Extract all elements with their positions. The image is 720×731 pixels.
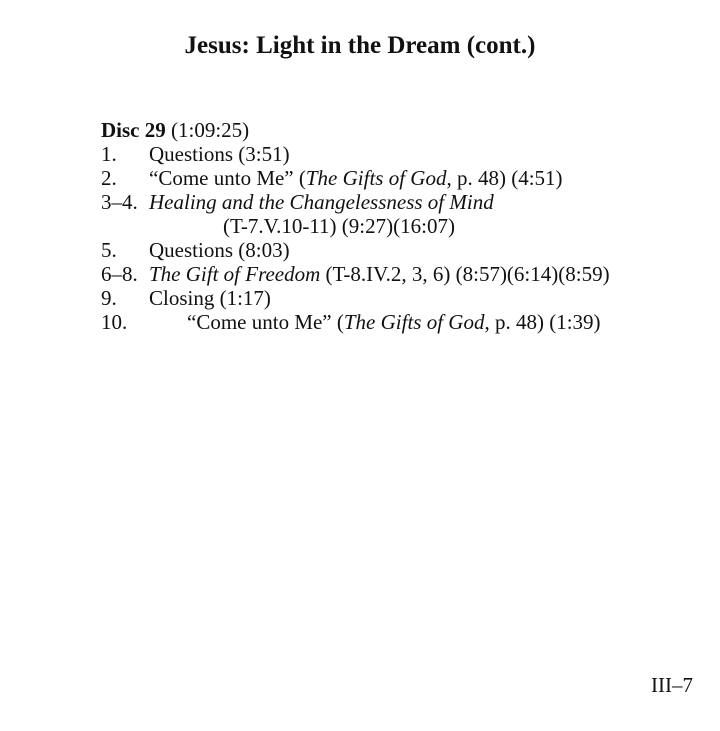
track-item	[101, 190, 494, 214]
track-number: 3–4.	[101, 190, 138, 214]
disc-duration: (1:09:25)	[171, 118, 250, 142]
page-number: III–7	[651, 673, 693, 697]
track-item	[101, 286, 271, 310]
track-item	[101, 142, 290, 166]
track-text: (T-7.V.10-11) (9:27)(16:07)	[223, 214, 455, 238]
disc-label: Disc 29	[101, 118, 166, 142]
track-item	[101, 262, 610, 286]
track-text: “Come unto Me” (	[149, 166, 306, 190]
track-text: , p. 48) (1:39)	[484, 310, 601, 334]
track-number: 5.	[101, 238, 117, 262]
track-title	[149, 190, 494, 214]
track-number: 6–8.	[101, 262, 138, 286]
track-title	[149, 142, 290, 166]
track-number: 1.	[101, 142, 117, 166]
track-text: “Come unto Me” (	[187, 310, 344, 334]
track-title	[149, 166, 563, 190]
italic-title: Healing and the Changelessness of Mind	[149, 190, 494, 214]
italic-title: The Gifts of God	[343, 310, 485, 334]
track-title	[149, 286, 271, 310]
track-text: Questions (8:03)	[149, 238, 290, 262]
track-item	[101, 166, 563, 190]
track-number: 9.	[101, 286, 117, 310]
track-text: , p. 48) (4:51)	[446, 166, 563, 190]
page-title: Jesus: Light in the Dream (cont.)	[184, 32, 536, 59]
italic-title: The Gifts of God	[305, 166, 447, 190]
track-title	[149, 238, 290, 262]
track-continuation	[149, 214, 455, 238]
track-item	[101, 310, 601, 334]
italic-title: The Gift of Freedom	[149, 262, 321, 286]
disc-header	[101, 118, 249, 142]
track-text: Questions (3:51)	[149, 142, 290, 166]
track-text: Closing (1:17)	[149, 286, 271, 310]
track-title	[187, 310, 601, 334]
track-text: (T-8.IV.2, 3, 6) (8:57)(6:14)(8:59)	[320, 262, 610, 286]
track-list	[101, 118, 610, 334]
track-number: 2.	[101, 166, 117, 190]
track-title	[149, 262, 610, 286]
track-number: 10.	[101, 310, 128, 334]
track-item	[101, 214, 455, 238]
track-item	[101, 238, 290, 262]
